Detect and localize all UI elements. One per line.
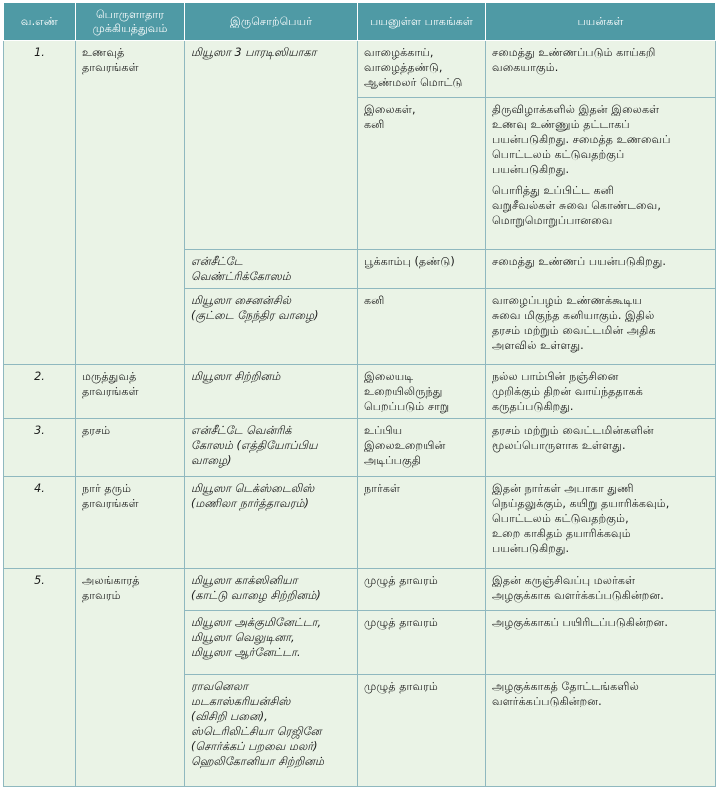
use-line: சமைத்து உண்ணப் பயன்படுகிறது.	[492, 255, 666, 268]
part-line: நார்கள்	[364, 482, 401, 495]
banana-economic-table	[3, 2, 716, 787]
use-line: அழகுக்காக வளர்க்கப்படுகின்றன.	[492, 589, 664, 602]
use-line: சமைத்து உண்ணப்படும் காய்கறி	[492, 46, 656, 59]
table-row	[4, 419, 716, 477]
binomial-name-cell	[185, 289, 358, 365]
part-line: உப்பிய	[364, 424, 403, 437]
binomial-name-cell	[185, 41, 358, 250]
binomial-line: மியூஸா வெலுடினா,	[191, 631, 295, 644]
use-line: நல்ல பாம்பின் நஞ்சினை	[492, 370, 619, 383]
header-serial-number: வ.எண்	[4, 3, 76, 41]
use-line: வகையாகும்.	[492, 61, 559, 74]
binomial-line: (காட்டு வாழை சிற்றினம்)	[191, 589, 321, 602]
table-row	[4, 569, 716, 611]
use-line: மொறுமொறுப்பானவை	[492, 214, 613, 227]
use-line: மூலப்பொருளாக உள்ளது.	[492, 439, 626, 452]
binomial-name-cell	[185, 611, 358, 675]
use-line: உறை காகிதம் தயாரிக்கவும்	[492, 527, 631, 540]
binomial-line: மியூஸா காக்ஸினியா	[191, 574, 298, 587]
use-line: இதன் நார்கள் அபாகா துணி	[492, 482, 634, 495]
use-line: கருதப்படுகிறது.	[492, 400, 574, 413]
use-line: தரசம் மற்றும் வைட்டமின்களின்	[492, 424, 654, 437]
use-line: பொட்டலம் கட்டுவதற்குப்	[492, 148, 625, 161]
useful-part-cell	[358, 611, 486, 675]
part-line: இலையடி	[364, 370, 414, 383]
useful-part-cell	[358, 477, 486, 569]
binomial-line: ஸ்டெரிலிட்சியா ரெஜினே	[191, 725, 322, 738]
use-cell	[486, 365, 716, 419]
binomial-line: என்சீட்டே	[191, 255, 243, 268]
category-line: அலங்காரத்	[82, 574, 140, 587]
use-line: திருவிழாக்களில் இதன் இலைகள்	[492, 103, 660, 116]
binomial-line: வாழை)	[191, 454, 232, 467]
table-row	[4, 477, 716, 569]
binomial-line: மியூஸா சைனன்சில்	[191, 294, 292, 307]
binomial-name-cell	[185, 569, 358, 611]
use-cell	[486, 477, 716, 569]
useful-part-cell	[358, 419, 486, 477]
binomial-line: ஹெலிகோனியா சிற்றினம்	[191, 755, 324, 768]
part-line: வாழைத்தண்டு,	[364, 61, 443, 74]
binomial-line: மியூஸா அக்குமினேட்டா,	[191, 616, 322, 629]
binomial-line: மியூஸா ஆர்னேட்டா.	[191, 646, 301, 659]
category-cell	[76, 419, 185, 477]
category-cell	[76, 569, 185, 787]
category-cell	[76, 41, 185, 365]
serial-number: 4.	[4, 477, 76, 569]
use-line: அழகுக்காகப் பயிரிடப்படுகின்றன.	[492, 616, 668, 629]
useful-part-cell	[358, 675, 486, 787]
useful-part-cell	[358, 569, 486, 611]
binomial-line: (விசிறி பனை),	[191, 710, 268, 723]
serial-number: 1.	[4, 41, 76, 365]
use-line: பொரித்து உப்பிட்ட கனி	[492, 184, 615, 197]
serial-number: 2.	[4, 365, 76, 419]
use-line: தரசம் மற்றும் வைட்டமின் அதிக	[492, 324, 656, 337]
use-line: உணவு உண்ணும் தட்டாகப்	[492, 118, 630, 131]
category-line: தரசம்	[82, 424, 111, 437]
use-cell	[486, 41, 716, 98]
category-line: தாவரங்கள்	[82, 385, 139, 398]
header-economic-importance: பொருளாதார முக்கியத்துவம்	[76, 3, 185, 41]
table-row	[4, 41, 716, 98]
binomial-name-cell	[185, 365, 358, 419]
binomial-name-cell	[185, 250, 358, 289]
category-cell	[76, 365, 185, 419]
use-line: பயன்படுகிறது. சமைத்த உணவைப்	[492, 133, 671, 146]
binomial-line: வெண்ட்ரிக்கோஸம்	[191, 270, 291, 283]
use-line: அழகுக்காகத் தோட்டங்களில்	[492, 680, 639, 693]
binomial-line: மடகாஸ்கரியன்சிஸ்	[191, 695, 291, 708]
serial-number: 3.	[4, 419, 76, 477]
use-line: வறுசீவல்கள் சுவை கொண்டவை,	[492, 199, 661, 212]
part-line: முழுத் தாவரம்	[364, 680, 438, 693]
use-line: சுவை மிகுந்த கனியாகும். இதில்	[492, 309, 655, 322]
header-binomial-name: இருசொற்பெயர்	[185, 3, 358, 41]
binomial-line: (குட்டை நேந்திர வாழை)	[191, 309, 319, 322]
use-cell	[486, 569, 716, 611]
binomial-name-cell	[185, 419, 358, 477]
useful-part-cell	[358, 365, 486, 419]
part-line: கனி	[364, 118, 385, 131]
use-line: வளர்க்கப்படுகின்றன.	[492, 695, 602, 708]
table-header-row	[4, 3, 716, 41]
part-line: ஆண்மலர் மொட்டு	[364, 76, 463, 89]
part-line: அடிப்பகுதி	[364, 454, 422, 467]
category-line: தாவரம்	[82, 589, 121, 602]
part-line: இலைகள்,	[364, 103, 416, 116]
category-line: உணவுத்	[82, 46, 125, 59]
use-cell	[486, 289, 716, 365]
part-line: பெறப்படும் சாறு	[364, 400, 450, 413]
use-line: பயன்படுகிறது.	[492, 163, 570, 176]
useful-part-cell	[358, 41, 486, 98]
use-line: இதன் கருஞ்சிவப்பு மலர்கள்	[492, 574, 636, 587]
useful-part-cell	[358, 250, 486, 289]
part-line: வாழைக்காய்,	[364, 46, 434, 59]
use-cell	[486, 611, 716, 675]
binomial-line: மியூஸா டெக்ஸ்டைலிஸ்	[191, 482, 315, 495]
use-cell	[486, 419, 716, 477]
category-cell	[76, 477, 185, 569]
table-row	[4, 365, 716, 419]
category-line: மருத்துவத்	[82, 370, 137, 383]
use-cell	[486, 675, 716, 787]
useful-part-cell	[358, 289, 486, 365]
part-line: இலைஉறையின்	[364, 439, 446, 452]
useful-part-cell	[358, 98, 486, 250]
serial-number: 5.	[4, 569, 76, 787]
use-cell	[486, 98, 716, 250]
part-line: முழுத் தாவரம்	[364, 574, 438, 587]
category-line: தாவரங்கள்	[82, 61, 139, 74]
part-line: முழுத் தாவரம்	[364, 616, 438, 629]
binomial-line: மியூஸா சிற்றினம்	[191, 370, 281, 383]
binomial-name-cell	[185, 477, 358, 569]
part-line: உறையிலிருந்து	[364, 385, 443, 398]
category-line: தாவரங்கள்	[82, 497, 139, 510]
header-useful-parts: பயனுள்ள பாகங்கள்	[358, 3, 486, 41]
binomial-line: (சொர்க்கப் பறவை மலர்)	[191, 740, 318, 753]
binomial-line: என்சீட்டே வென்ரிக்	[191, 424, 292, 437]
use-line: பயன்படுகிறது.	[492, 542, 570, 555]
binomial-line: மியூஸா 3 பாரடிஸியாகா	[191, 46, 317, 59]
use-line: நெய்தலுக்கும், கயிறு தயாரிக்கவும்,	[492, 497, 670, 510]
part-line: கனி	[364, 294, 385, 307]
part-line: பூக்காம்பு (தண்டு)	[364, 255, 455, 268]
binomial-line: கோஸம் (எத்தியோப்பிய	[191, 439, 318, 452]
use-cell	[486, 250, 716, 289]
use-line: வாழைப்பழம் உண்ணக்கூடிய	[492, 294, 642, 307]
binomial-line: (மணிலா நார்த்தாவரம்)	[191, 497, 309, 510]
binomial-name-cell	[185, 675, 358, 787]
binomial-line: ராவனெலா	[191, 680, 249, 693]
use-line: பொட்டலம் கட்டுவதற்கும்,	[492, 512, 629, 525]
category-line: நார் தரும்	[82, 482, 132, 495]
use-line: அளவில் உள்ளது.	[492, 339, 584, 352]
header-uses: பயன்கள்	[486, 3, 716, 41]
use-line: முறிக்கும் திறன் வாய்ந்ததாகக்	[492, 385, 643, 398]
